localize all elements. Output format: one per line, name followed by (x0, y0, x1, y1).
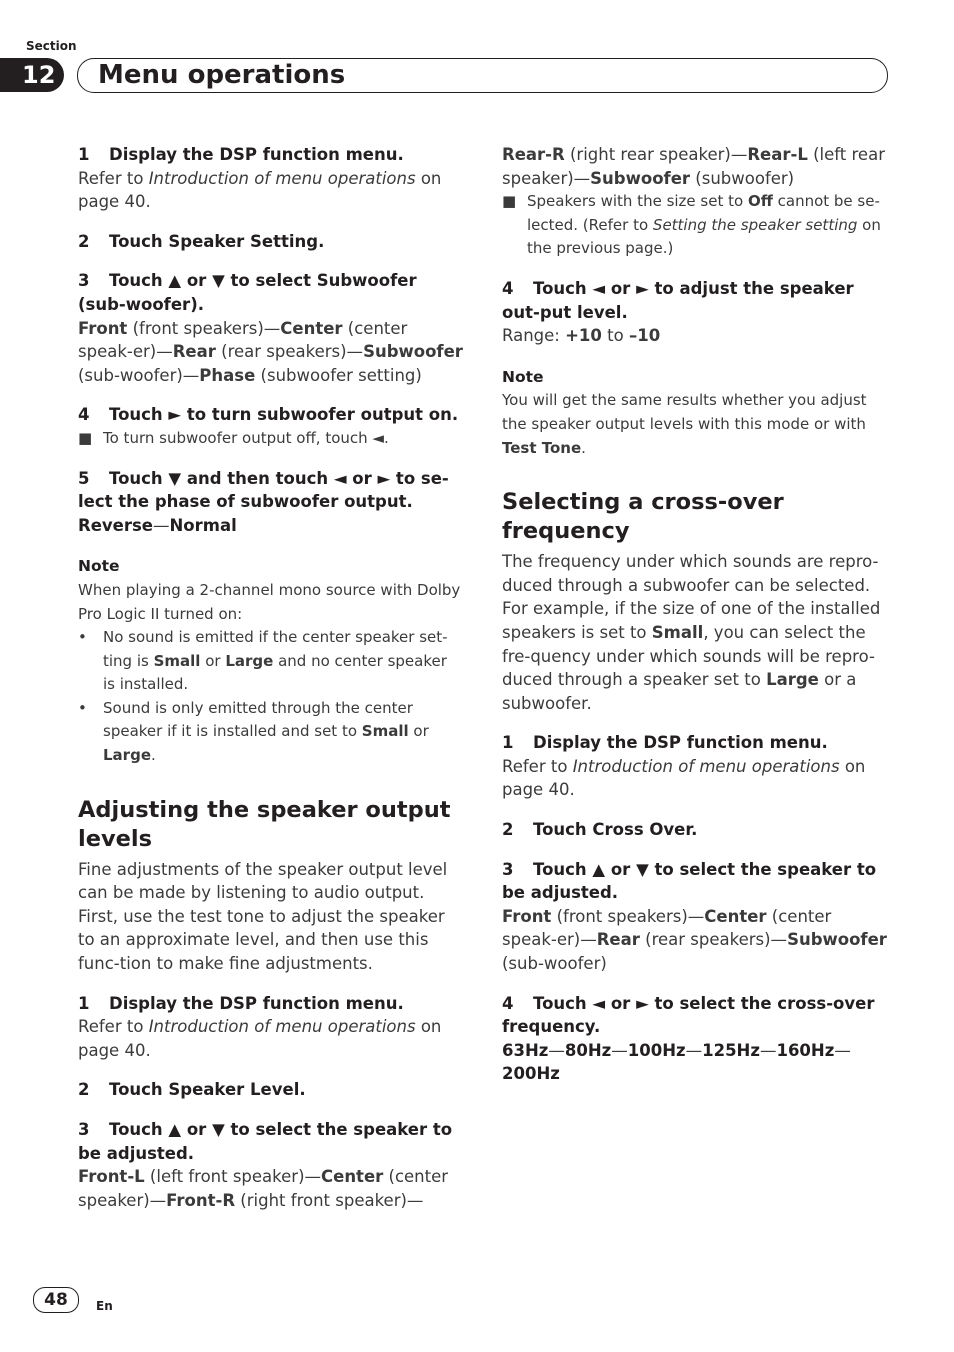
option-list: Rear-R (right rear speaker)—Rear-L (left rear speaker)—Subwoofer (subwoofer) (502, 145, 885, 188)
range-text: Range: +10 to –10 (502, 326, 661, 346)
page-title-box (77, 58, 888, 93)
bullet-item: ■ To turn subwoofer output off, touch ◄. (78, 427, 463, 451)
note-text: When playing a 2-channel mono source with Dolby Pro Logic II turned on: (78, 580, 461, 623)
step-heading: 3 Touch ▲ or ▼ to select the speaker to be adjusted. (502, 859, 877, 903)
frequency-options: 63Hz—80Hz—100Hz—125Hz—160Hz— 200Hz (502, 1040, 851, 1084)
square-bullet-icon: ■ (78, 428, 93, 447)
phase-options: Reverse—Normal (78, 515, 237, 535)
section-intro: The frequency under which sounds are repro-duced through a subwoofer can be selected. For example, if the size of one of the installed speakers is set to Small, you can select the fre-quency under which sounds will be repro-duced through a speaker set to Large or a subwoofer. (502, 552, 881, 713)
dot-bullet-icon: • (78, 628, 87, 647)
bullet-item: • Sound is only emitted through the center speaker if it is installed and set to Small or Large. (78, 698, 429, 765)
option-list: Front (front speakers)—Center (center speak-er)—Rear (rear speakers)—Subwoofer (sub-woofer) (502, 906, 887, 974)
step-heading: 1 Display the DSP function menu. (78, 993, 404, 1013)
dot-bullet-icon: • (78, 698, 87, 717)
step-body: Refer to Introduction of menu operations on page 40. (78, 168, 442, 212)
step-body: Refer to Introduction of menu operations on page 40. (502, 756, 866, 800)
step-heading: 4 Touch ► to turn subwoofer output on. (78, 405, 459, 425)
section-heading: Selecting a cross-over frequency (502, 489, 784, 545)
step-heading: 3 Touch ▲ or ▼ to select Subwoofer (sub-woofer). (78, 271, 417, 314)
square-bullet-icon: ■ (502, 192, 517, 211)
bullet-item: ■ Speakers with the size set to Off cannot be se-lected. (Refer to Setting the speaker setting on the previous page.) (502, 192, 881, 258)
option-list: Front-L (left front speaker)—Center (center speaker)—Front-R (right front speaker)— (78, 1167, 449, 1210)
step-heading: 1 Display the DSP function menu. (502, 733, 828, 753)
bullet-item: • No sound is emitted if the center speaker set-ting is Small or Large and no center speaker is installed. (78, 628, 448, 694)
right-column (502, 143, 891, 1086)
step-heading: 2 Touch Speaker Setting. (78, 231, 325, 251)
step-heading: 3 Touch ▲ or ▼ to select the speaker to be adjusted. (78, 1120, 453, 1163)
page-number: 48 (33, 1287, 79, 1313)
section-number-badge: 12 (0, 58, 64, 92)
note-heading: Note (502, 367, 544, 386)
section-heading: Adjusting the speaker output levels (78, 796, 451, 852)
step-body: Refer to Introduction of menu operations on page 40. (78, 1017, 442, 1060)
note-heading: Note (78, 557, 120, 576)
left-column (78, 143, 463, 1212)
section-label: Section (26, 39, 77, 53)
step-heading: 2 Touch Cross Over. (502, 820, 698, 840)
step-heading: 4 Touch ◄ or ► to select the cross-over frequency. (502, 993, 875, 1037)
page-title: Menu operations (98, 60, 346, 90)
step-heading: 5 Touch ▼ and then touch ◄ or ► to se-lect the phase of subwoofer output. (78, 468, 449, 512)
step-heading: 4 Touch ◄ or ► to adjust the speaker out-put level. (502, 278, 854, 322)
section-intro: Fine adjustments of the speaker output level can be made by listening to audio output. First, use the test tone to adjust the speaker to an approximate level, and then use this func-tion to make fine adjustments. (78, 859, 448, 974)
step-heading: 1 Display the DSP function menu. (78, 145, 404, 164)
note-text: You will get the same results whether you adjust the speaker output levels with this mode or with Test Tone. (502, 391, 867, 457)
step-heading: 2 Touch Speaker Level. (78, 1080, 306, 1100)
option-list: Front (front speakers)—Center (center speak-er)—Rear (rear speakers)—Subwoofer (sub-woofer)—Phase (subwoofer setting) (78, 318, 463, 385)
language-code: En (96, 1299, 113, 1313)
